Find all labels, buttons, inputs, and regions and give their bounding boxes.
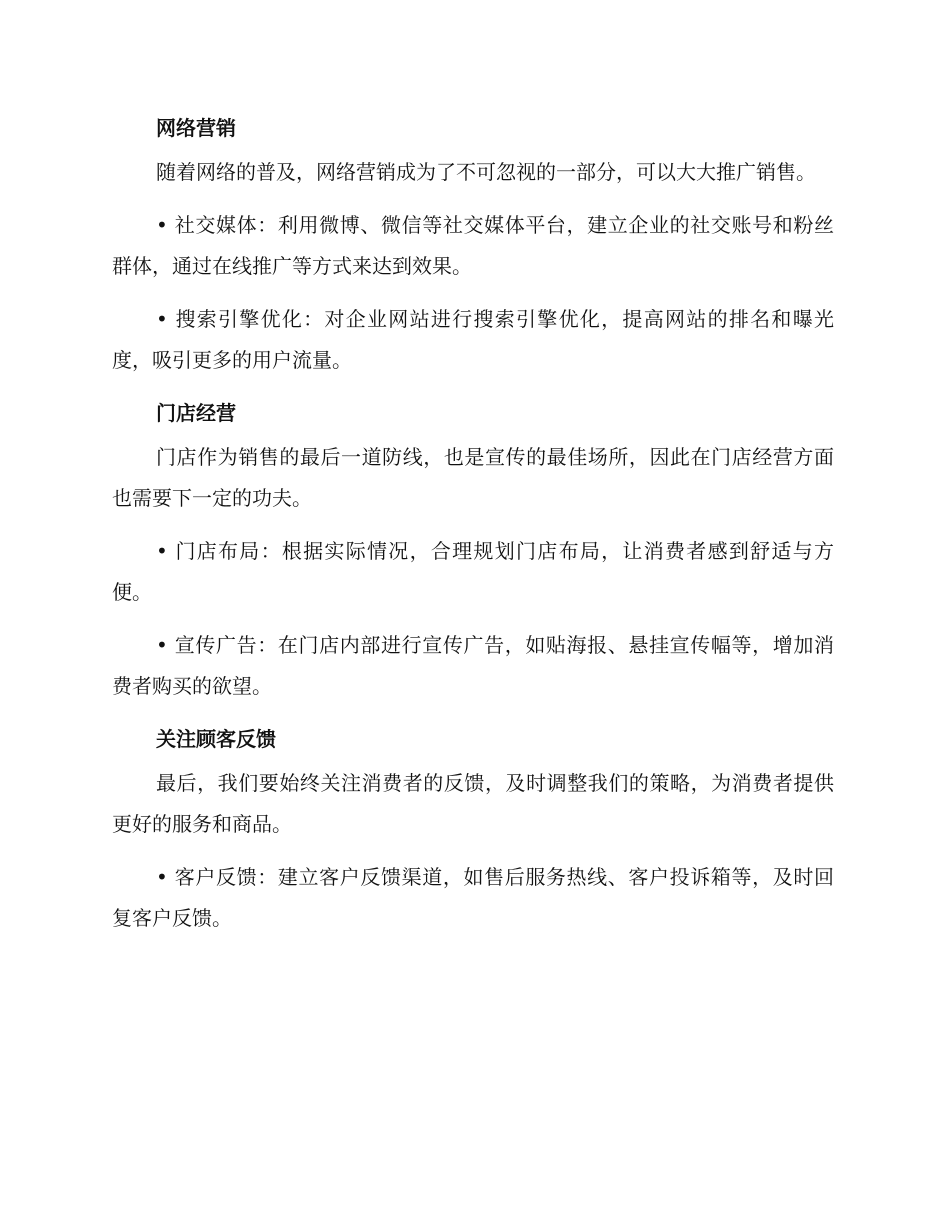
bullet-item: • 搜索引擎优化：对企业网站进行搜索引擎优化，提高网站的排名和曝光度，吸引更多的用户流量。 <box>112 307 834 372</box>
section-intro: 门店作为销售的最后一道防线，也是宣传的最佳场所，因此在门店经营方面也需要下一定的功夫。 <box>112 445 834 510</box>
section-heading: 网络营销 <box>156 116 236 140</box>
section-store-operation <box>112 393 834 707</box>
bullet-item: • 门店布局：根据实际情况，合理规划门店布局，让消费者感到舒适与方便。 <box>112 539 834 604</box>
section-heading: 关注顾客反馈 <box>156 727 276 751</box>
bullet-item: • 宣传广告：在门店内部进行宣传广告，如贴海报、悬挂宣传幅等，增加消费者购买的欲望。 <box>112 633 834 698</box>
document-page <box>112 108 834 951</box>
section-heading: 门店经营 <box>156 401 236 425</box>
bullet-item: • 社交媒体：利用微博、微信等社交媒体平台，建立企业的社交账号和粉丝群体，通过在线推广等方式来达到效果。 <box>112 213 834 278</box>
section-customer-feedback <box>112 719 834 939</box>
section-online-marketing <box>112 108 834 381</box>
section-intro: 最后，我们要始终关注消费者的反馈，及时调整我们的策略，为消费者提供更好的服务和商品。 <box>112 771 834 836</box>
section-intro: 随着网络的普及，网络营销成为了不可忽视的一部分，可以大大推广销售。 <box>156 160 816 184</box>
bullet-item: • 客户反馈：建立客户反馈渠道，如售后服务热线、客户投诉箱等，及时回复客户反馈。 <box>112 865 834 930</box>
